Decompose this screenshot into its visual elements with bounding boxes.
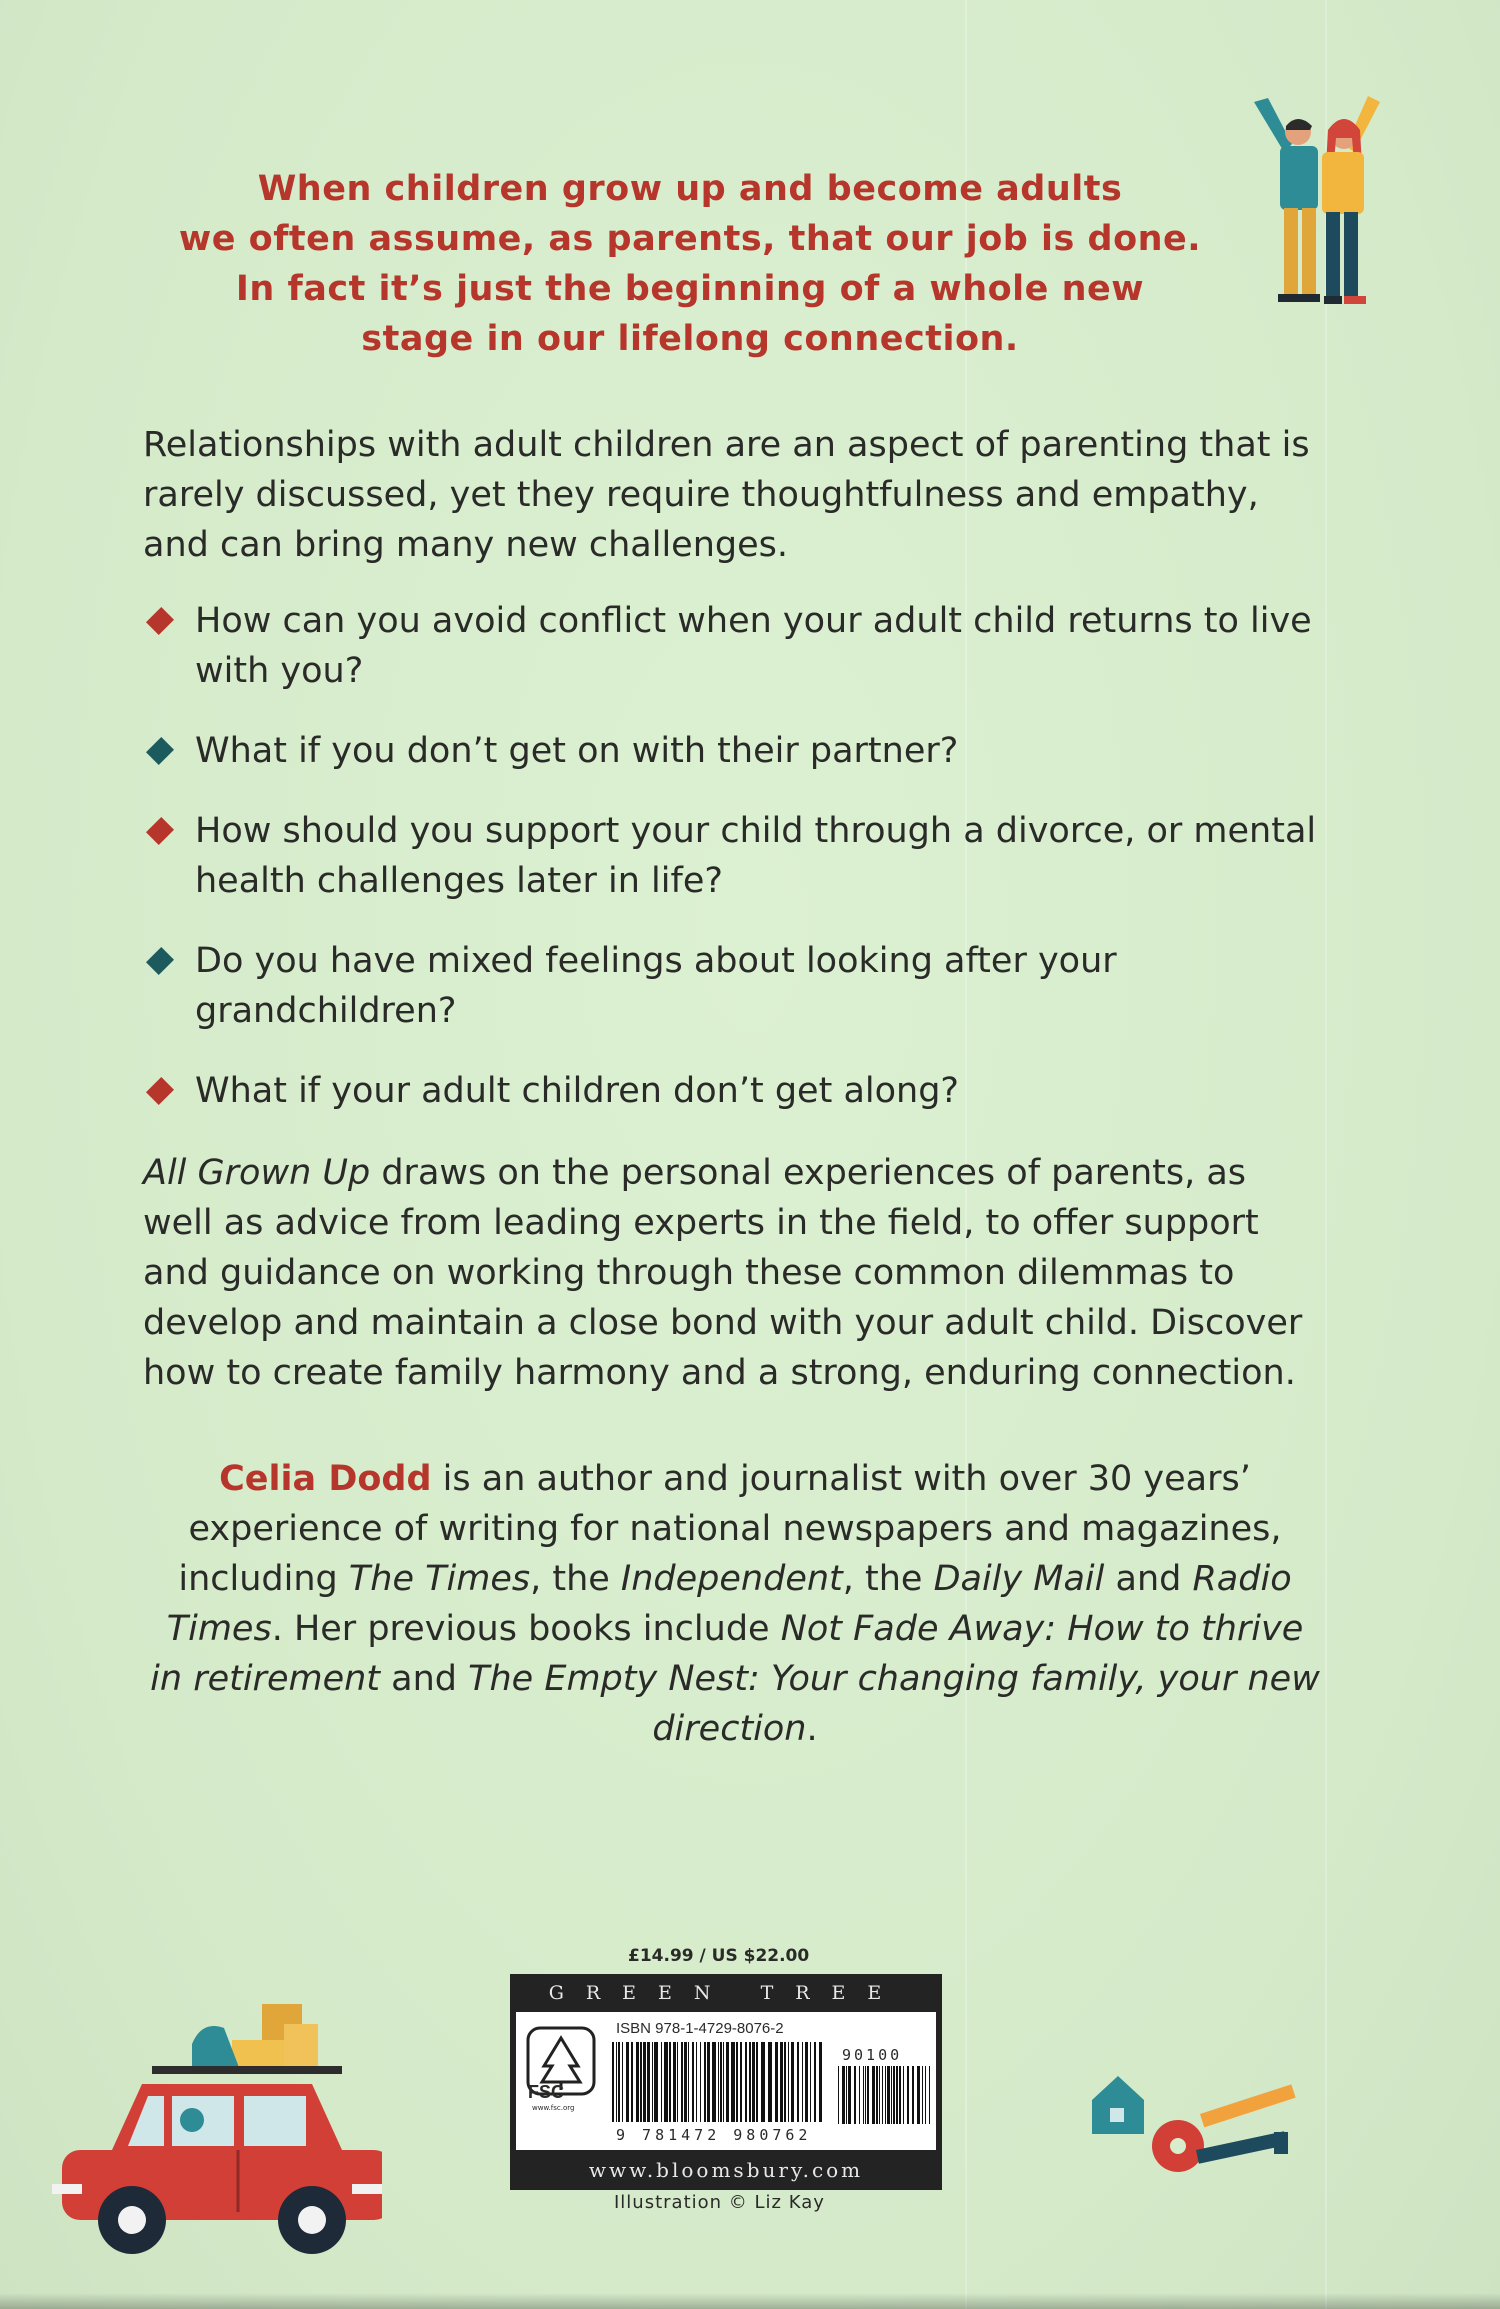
barcode-bar [784,2042,786,2122]
barcode-addon-bar [867,2066,869,2124]
bio-text: , the [530,1559,621,1599]
barcode-area [516,2012,936,2150]
diamond-bullet-icon [146,607,174,635]
barcode-bar [797,2042,799,2122]
barcode-bar [618,2042,620,2122]
barcode-bar [756,2042,758,2122]
barcode-bar [636,2042,639,2122]
barcode-panel [510,1974,942,2190]
list-item-text: How should you support your child through a divorce, or mental health challenges later in life? [195,811,1317,901]
illustration-credit: Illustration © Liz Kay [614,2192,825,2213]
couple-waving-illustration [1240,90,1400,320]
barcode-addon-bar [925,2066,926,2124]
bio-text: and [1104,1559,1193,1599]
barcode-addon-bar [885,2066,886,2124]
barcode-bar [805,2042,808,2122]
price-label: £14.99 / US $22.00 [628,1946,810,1966]
barcode-bar [791,2042,794,2122]
barcode-addon-bar [891,2066,892,2124]
bio-text: is an author and journalist with over 30 years’ experience of writing for national newspapers and magazines, including [178,1459,1282,1599]
barcode-bar [661,2042,662,2122]
barcode-addon-bar [865,2066,866,2124]
barcode-bar [669,2042,671,2122]
barcode-bar [704,2042,706,2122]
publication-title: Daily Mail [933,1559,1105,1599]
publication-title: Independent [620,1559,843,1599]
barcode-addon-bar [872,2066,875,2124]
list-item [143,726,1323,776]
list-item [143,596,1323,696]
edge-shadow [0,2293,1500,2309]
fsc-url: www.fsc.org [532,2104,575,2112]
barcode-bar [681,2042,683,2122]
publisher-website: www.bloomsbury.com [588,2158,864,2182]
barcode-bar [684,2042,687,2122]
list-item-text: Do you have mixed feelings about looking after your grandchildren? [195,941,1117,1031]
barcode-bar [688,2042,689,2122]
list-item-text: What if your adult children don’t get along? [195,1071,960,1111]
barcode-bar [622,2042,623,2122]
tagline [150,164,1230,364]
barcode-bar [677,2042,678,2122]
barcode-bar [726,2042,729,2122]
tagline-line: When children grow up and become adults [257,169,1123,209]
barcode-bar [664,2042,668,2122]
barcode-bar [612,2042,614,2122]
barcode-addon-bar [838,2066,839,2124]
barcode-bar [696,2042,697,2122]
bio-text: , the [842,1559,934,1599]
author-name: Celia Dodd [219,1459,432,1499]
barcode-bar [652,2042,653,2122]
fsc-tree-icon [526,2026,596,2136]
list-item-text: How can you avoid conflict when your adult child returns to live with you? [195,601,1312,691]
barcode-addon-bar [917,2066,920,2124]
barcode-addon-bar [854,2066,856,2124]
barcode-bar [700,2042,701,2122]
author-bio [150,1454,1320,1754]
diamond-bullet-icon [146,1077,174,1105]
summary-text: draws on the personal experiences of parents, as well as advice from leading experts in the field, to offer support and guidance on working through these common dilemmas to develop and maintain a close bond with your adult child. Discover how to create family harmony and a strong, enduring connection. [143,1153,1303,1393]
barcode-bar [640,2042,642,2122]
tagline-line: stage in our lifelong connection. [361,319,1019,359]
barcode-bar [780,2042,783,2122]
diamond-bullet-icon [146,947,174,975]
barcode-addon-bar [929,2066,930,2124]
diamond-bullet-icon [146,737,174,765]
barcode-bar [692,2042,694,2122]
list-item-text: What if you don’t get on with their partner? [195,731,959,771]
barcode-bar [810,2042,811,2122]
barcode-addon-bar [842,2066,845,2124]
barcode-bar [647,2042,650,2122]
barcode-addon-bar [899,2066,901,2124]
barcode-bar [673,2042,676,2122]
barcode-bar [731,2042,735,2122]
barcode-bar [720,2042,722,2122]
barcode-bar [616,2042,617,2122]
bio-text: . [806,1709,818,1749]
barcode-bar [752,2042,755,2122]
intro-paragraph: Relationships with adult children are an aspect of parenting that is rarely discussed, yet they require thoughtfulness and empathy, and can bring many new challenges. [143,425,1310,565]
book-title: The Empty Nest: Your changing family, your new direction [468,1659,1320,1749]
green-tree-strip: GREEN TREE [548,1982,904,2004]
question-list [143,596,1323,1146]
tagline-line: we often assume, as parents, that our job is done. [178,219,1202,259]
list-item [143,1066,1323,1116]
barcode-addon-bar [876,2066,878,2124]
barcode-bar [775,2042,778,2122]
barcode-bar [626,2042,629,2122]
list-item [143,936,1323,1036]
barcode-bar [749,2042,751,2122]
barcode-bar [768,2042,772,2122]
barcode-bar [718,2042,719,2122]
isbn-text: ISBN 978-1-4729-8076-2 [616,2020,784,2037]
barcode-bar [740,2042,742,2122]
barcode-addon-bar [893,2066,895,2124]
barcode-bar [654,2042,658,2122]
barcode-bar [723,2042,724,2122]
barcode-bar [802,2042,803,2122]
book-title: All Grown Up [143,1153,371,1193]
crease-line [1325,0,1327,2309]
barcode-addon-bar [863,2066,864,2124]
barcode-bar [788,2042,789,2122]
bio-text: and [380,1659,469,1699]
barcode-addon-digits: 90100 [842,2046,903,2064]
summary-paragraph [143,1148,1323,1398]
barcode-addon-bar [907,2066,909,2124]
bio-text: . Her previous books include [271,1609,781,1649]
barcode-addon-bar [896,2066,898,2124]
barcode-bar [712,2042,716,2122]
publication-title: The Times [348,1559,531,1599]
publication-title: Radio Times [166,1559,1292,1649]
barcode-bar [707,2042,710,2122]
barcode-addon-bar [879,2066,880,2124]
house-keys-illustration [1088,2070,1308,2190]
barcode-digits: 9 781472 980762 [616,2126,812,2144]
barcode-addon-bar [887,2066,890,2124]
tagline-line: In fact it’s just the beginning of a whole new [235,269,1145,309]
barcode-addon-bar [846,2066,847,2124]
barcode-bar [736,2042,738,2122]
car-illustration [52,2000,382,2260]
barcode-bar [819,2042,822,2122]
barcode-addon-bar [922,2066,923,2124]
barcode-addon-bar [882,2066,883,2124]
barcode-addon-bar [859,2066,860,2124]
book-title: Not Fade Away: How to thrive in retirement [150,1609,1304,1699]
fsc-label: FSC [528,2082,564,2102]
barcode-addon-bar [848,2066,851,2124]
barcode-addon-bar [903,2066,904,2124]
diamond-bullet-icon [146,817,174,845]
barcode-bar [761,2042,765,2122]
barcode-bar [745,2042,747,2122]
barcode-bar [643,2042,646,2122]
barcode-bar [814,2042,816,2122]
list-item [143,806,1323,906]
barcode-addon-bar [912,2066,914,2124]
barcode-bar [631,2042,633,2122]
